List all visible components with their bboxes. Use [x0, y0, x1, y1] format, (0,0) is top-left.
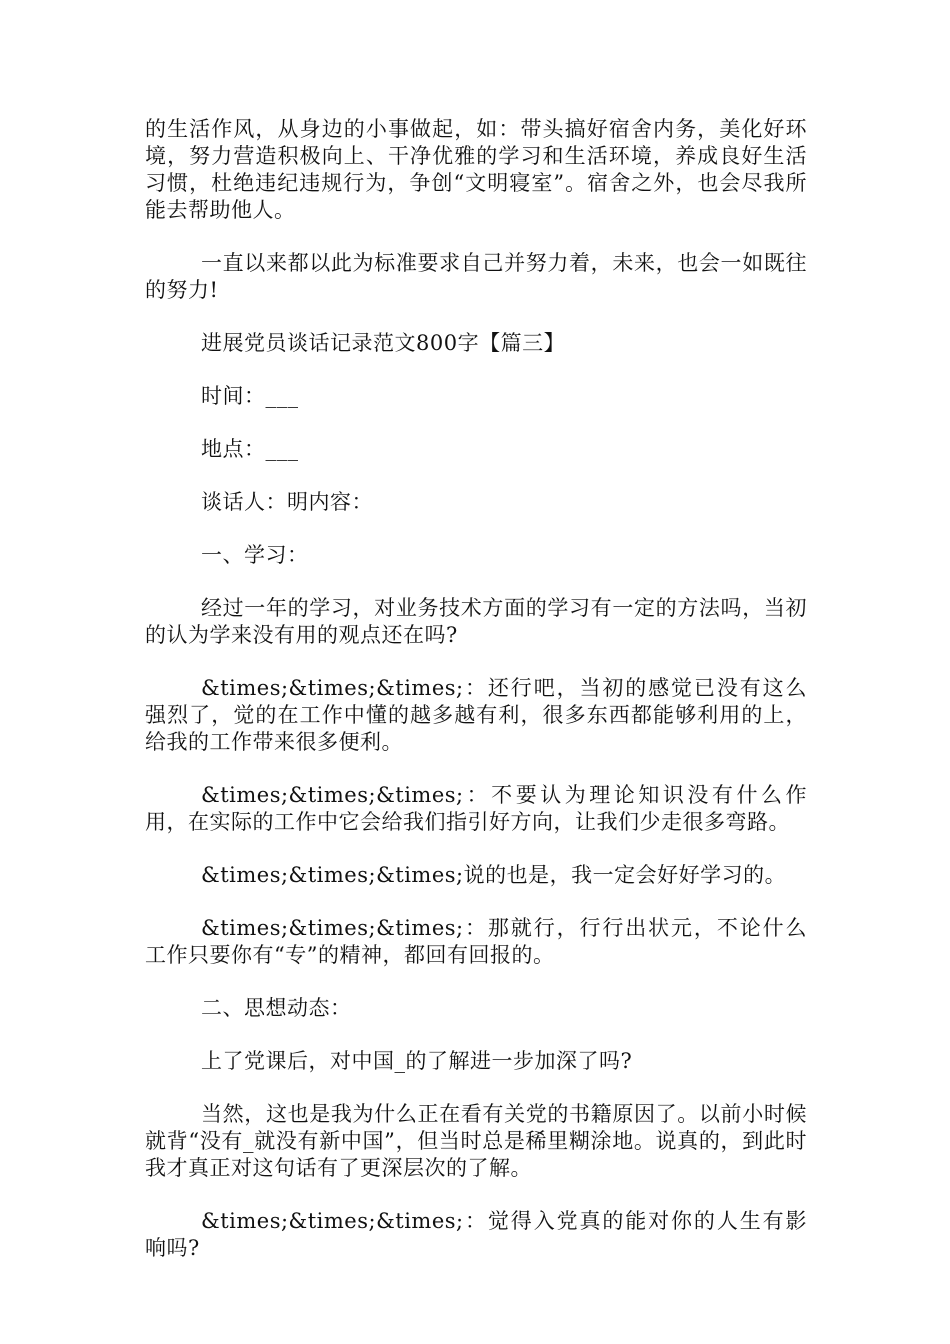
dialogue-line: &times;&times;&times;：不要认为理论知识没有什么作用，在实际的工作中它会给我们指引好方向，让我们少走很多弯路。 — [145, 783, 807, 834]
dialogue-line: 经过一年的学习，对业务技术方面的学习有一定的方法吗，当初的认为学来没有用的观点还在吗? — [145, 596, 807, 647]
location-field: 地点：___ — [201, 437, 299, 461]
dialogue-line: &times;&times;&times;：觉得入党真的能对你的人生有影响吗? — [145, 1209, 807, 1260]
document-body — [145, 116, 807, 1288]
subheading-thought: 二、思想动态： — [201, 996, 352, 1020]
time-field: 时间：___ — [201, 384, 299, 408]
dialogue-line: &times;&times;&times;：还行吧，当初的感觉已没有这么强烈了，觉的在工作中懂的越多越有利，很多东西都能够利用的上，给我的工作带来很多便利。 — [145, 676, 807, 754]
section-heading: 进展党员谈话记录范文800字【篇三】 — [201, 331, 566, 355]
paragraph-continuation: 的生活作风，从身边的小事做起，如：带头搞好宿舍内务，美化好环境，努力营造积极向上、干净优雅的学习和生活环境，养成良好生活习惯，杜绝违纪违规行为，争创“文明寝室”。宿舍之外，也会尽我所能去帮助他人。 — [145, 117, 807, 222]
subheading-study: 一、学习： — [201, 543, 309, 567]
dialogue-line: 上了党课后，对中国_的了解进一步加深了吗? — [201, 1049, 633, 1073]
dialogue-line: &times;&times;&times;：那就行，行行出状元，不论什么工作只要你有“专”的精神，都回有回报的。 — [145, 916, 807, 967]
paragraph-commitment: 一直以来都以此为标准要求自己并努力着，未来，也会一如既往的努力! — [145, 251, 807, 302]
interviewer-field: 谈话人：明内容： — [201, 490, 373, 514]
dialogue-line: 当然，这也是我为什么正在看有关党的书籍原因了。以前小时候就背“没有_就没有新中国”，但当时总是稀里糊涂地。说真的，到此时我才真正对这句话有了更深层次的了解。 — [145, 1102, 807, 1180]
dialogue-line: &times;&times;&times;说的也是，我一定会好好学习的。 — [201, 863, 787, 887]
